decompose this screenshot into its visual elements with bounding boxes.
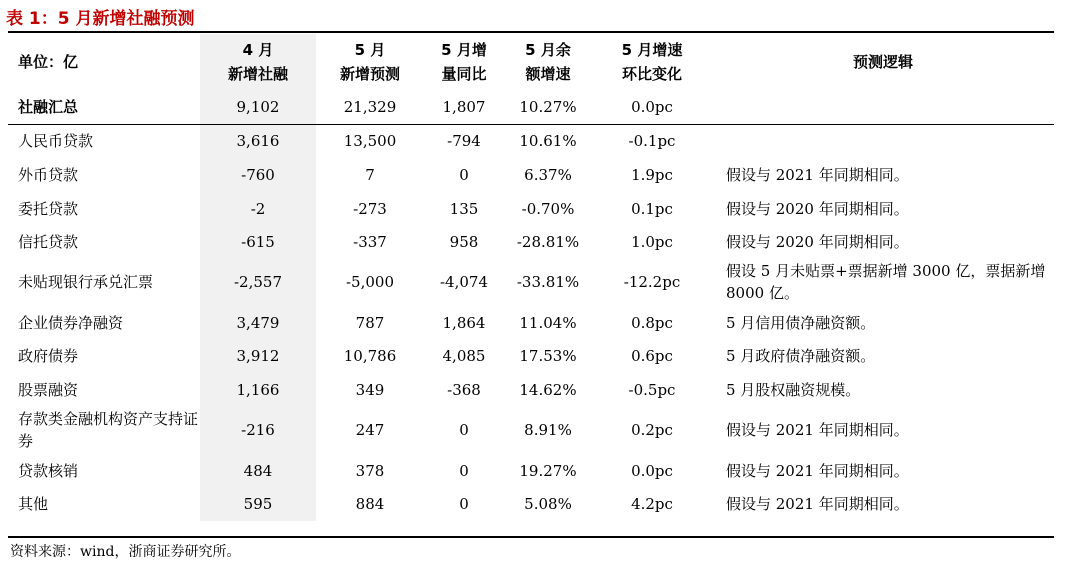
cell-apr: 3,912 bbox=[200, 340, 316, 374]
header-growth-line1: 5 月余 bbox=[525, 41, 571, 59]
header-mom-line2: 环比变化 bbox=[621, 65, 682, 83]
cell-may: -337 bbox=[353, 233, 387, 252]
cell-growth: 19.27% bbox=[519, 461, 577, 480]
cell-yoy: 0 bbox=[459, 461, 469, 480]
cell-growth: 14.62% bbox=[519, 380, 577, 399]
cell-apr: 484 bbox=[200, 454, 316, 488]
cell-logic: 假设与 2021 年同期相同。 bbox=[726, 495, 909, 514]
row-name: 企业债券净融资 bbox=[18, 313, 124, 332]
header-mom-line1: 5 月增速 bbox=[621, 41, 683, 59]
cell-may: -5,000 bbox=[345, 273, 394, 292]
cell-yoy: 4,085 bbox=[442, 347, 486, 366]
row-name: 信托贷款 bbox=[18, 233, 79, 252]
cell-apr: -760 bbox=[200, 158, 316, 192]
cell-yoy: 1,864 bbox=[442, 313, 486, 332]
cell-growth: -0.70% bbox=[521, 199, 575, 218]
row-name: 贷款核销 bbox=[18, 461, 79, 480]
row-name: 股票融资 bbox=[18, 380, 79, 399]
cell-may: 13,500 bbox=[343, 132, 397, 151]
cell-apr: -2,557 bbox=[200, 259, 316, 306]
table-row bbox=[8, 192, 1054, 226]
bottom-rule bbox=[8, 536, 1054, 538]
cell-mom: 0.1pc bbox=[631, 199, 673, 218]
table-row bbox=[8, 306, 1054, 340]
cell-yoy: 958 bbox=[449, 233, 479, 252]
row-name: 政府债券 bbox=[18, 347, 79, 366]
table-title: 表 1：5 月新增社融预测 bbox=[6, 9, 195, 29]
table-row bbox=[8, 340, 1054, 374]
header-apr-line2: 新增社融 bbox=[227, 65, 288, 83]
cell-logic bbox=[712, 90, 1054, 124]
cell-growth: -33.81% bbox=[516, 273, 580, 292]
table-row bbox=[8, 454, 1054, 488]
header-may bbox=[316, 34, 424, 90]
header-growth-line2: 额增速 bbox=[525, 65, 571, 83]
cell-may: 378 bbox=[355, 461, 385, 480]
cell-logic bbox=[712, 124, 1054, 158]
cell-growth: 10.27% bbox=[504, 90, 592, 124]
cell-growth: 17.53% bbox=[519, 347, 577, 366]
cell-may: 884 bbox=[355, 495, 385, 514]
cell-yoy: 135 bbox=[449, 199, 479, 218]
table-row bbox=[8, 487, 1054, 521]
source-note: 资料来源：wind，浙商证券研究所。 bbox=[10, 544, 241, 560]
table-row bbox=[8, 259, 1054, 306]
cell-growth: 10.61% bbox=[519, 132, 577, 151]
cell-yoy: 0 bbox=[459, 165, 469, 184]
cell-mom: 1.0pc bbox=[631, 233, 673, 252]
cell-apr: -2 bbox=[200, 192, 316, 226]
cell-growth: 6.37% bbox=[524, 165, 572, 184]
cell-logic: 假设与 2020 年同期相同。 bbox=[726, 233, 909, 252]
cell-mom: 0.8pc bbox=[631, 313, 673, 332]
cell-logic: 假设与 2021 年同期相同。 bbox=[726, 165, 909, 184]
cell-apr: -216 bbox=[200, 407, 316, 454]
header-mom bbox=[592, 34, 712, 90]
cell-may: 787 bbox=[355, 313, 385, 332]
cell-growth: 5.08% bbox=[524, 495, 572, 514]
header-unit: 单位：亿 bbox=[18, 53, 79, 71]
cell-yoy: 0 bbox=[459, 421, 469, 440]
row-name: 社融汇总 bbox=[8, 90, 200, 124]
cell-growth: 11.04% bbox=[519, 313, 577, 332]
cell-yoy: 0 bbox=[459, 495, 469, 514]
cell-mom: 1.9pc bbox=[631, 165, 673, 184]
row-name: 存款类金融机构资产支持证券 bbox=[18, 410, 199, 451]
table-row bbox=[8, 373, 1054, 407]
cell-mom: 0.2pc bbox=[631, 421, 673, 440]
cell-apr: 3,479 bbox=[200, 306, 316, 340]
cell-mom: 0.0pc bbox=[592, 90, 712, 124]
table-row bbox=[8, 158, 1054, 192]
cell-yoy: -794 bbox=[447, 132, 481, 151]
cell-growth: 8.91% bbox=[524, 421, 572, 440]
table-row bbox=[8, 124, 1054, 158]
cell-may: -273 bbox=[353, 199, 387, 218]
table-row bbox=[8, 90, 1054, 124]
row-name: 其他 bbox=[18, 495, 49, 514]
cell-logic: 5 月股权融资规模。 bbox=[726, 380, 861, 399]
cell-yoy: -4,074 bbox=[439, 273, 488, 292]
cell-apr: 595 bbox=[200, 487, 316, 521]
cell-apr: 9,102 bbox=[200, 90, 316, 124]
header-apr bbox=[200, 34, 316, 90]
header-may-line1: 5 月 bbox=[354, 41, 386, 59]
cell-mom: -0.1pc bbox=[628, 132, 676, 151]
cell-mom: 4.2pc bbox=[631, 495, 673, 514]
cell-mom: -12.2pc bbox=[623, 273, 681, 292]
row-name: 未贴现银行承兑汇票 bbox=[18, 273, 154, 292]
cell-may: 10,786 bbox=[343, 347, 397, 366]
cell-may: 247 bbox=[355, 421, 385, 440]
cell-logic: 假设 5 月未贴票+票据新增 3000 亿，票据新增 8000 亿。 bbox=[726, 262, 1046, 303]
cell-logic: 5 月政府债净融资额。 bbox=[726, 347, 876, 366]
cell-apr: -615 bbox=[200, 225, 316, 259]
cell-mom: 0.0pc bbox=[631, 461, 673, 480]
cell-logic: 假设与 2020 年同期相同。 bbox=[726, 199, 909, 218]
cell-apr: 1,166 bbox=[200, 373, 316, 407]
forecast-table bbox=[8, 34, 1054, 521]
header-apr-line1: 4 月 bbox=[242, 41, 274, 59]
cell-apr: 3,616 bbox=[200, 124, 316, 158]
cell-logic: 假设与 2021 年同期相同。 bbox=[726, 461, 909, 480]
header-row bbox=[8, 34, 1054, 90]
cell-logic: 5 月信用债净融资额。 bbox=[726, 313, 876, 332]
cell-yoy: -368 bbox=[447, 380, 481, 399]
cell-may: 7 bbox=[365, 165, 375, 184]
cell-mom: 0.6pc bbox=[631, 347, 673, 366]
cell-yoy: 1,807 bbox=[424, 90, 504, 124]
header-growth bbox=[504, 34, 592, 90]
cell-may: 21,329 bbox=[316, 90, 424, 124]
header-yoy-line2: 量同比 bbox=[441, 65, 487, 83]
header-yoy-line1: 5 月增 bbox=[441, 41, 487, 59]
table-row bbox=[8, 225, 1054, 259]
table-row bbox=[8, 407, 1054, 454]
cell-logic: 假设与 2021 年同期相同。 bbox=[726, 421, 909, 440]
row-name: 外币贷款 bbox=[18, 165, 79, 184]
row-name: 委托贷款 bbox=[18, 199, 79, 218]
header-logic: 预测逻辑 bbox=[852, 53, 913, 71]
header-may-line2: 新增预测 bbox=[339, 65, 400, 83]
row-name: 人民币贷款 bbox=[18, 132, 94, 151]
header-yoy bbox=[424, 34, 504, 90]
cell-growth: -28.81% bbox=[516, 233, 580, 252]
cell-may: 349 bbox=[355, 380, 385, 399]
cell-mom: -0.5pc bbox=[628, 380, 676, 399]
top-rule bbox=[8, 31, 1054, 33]
